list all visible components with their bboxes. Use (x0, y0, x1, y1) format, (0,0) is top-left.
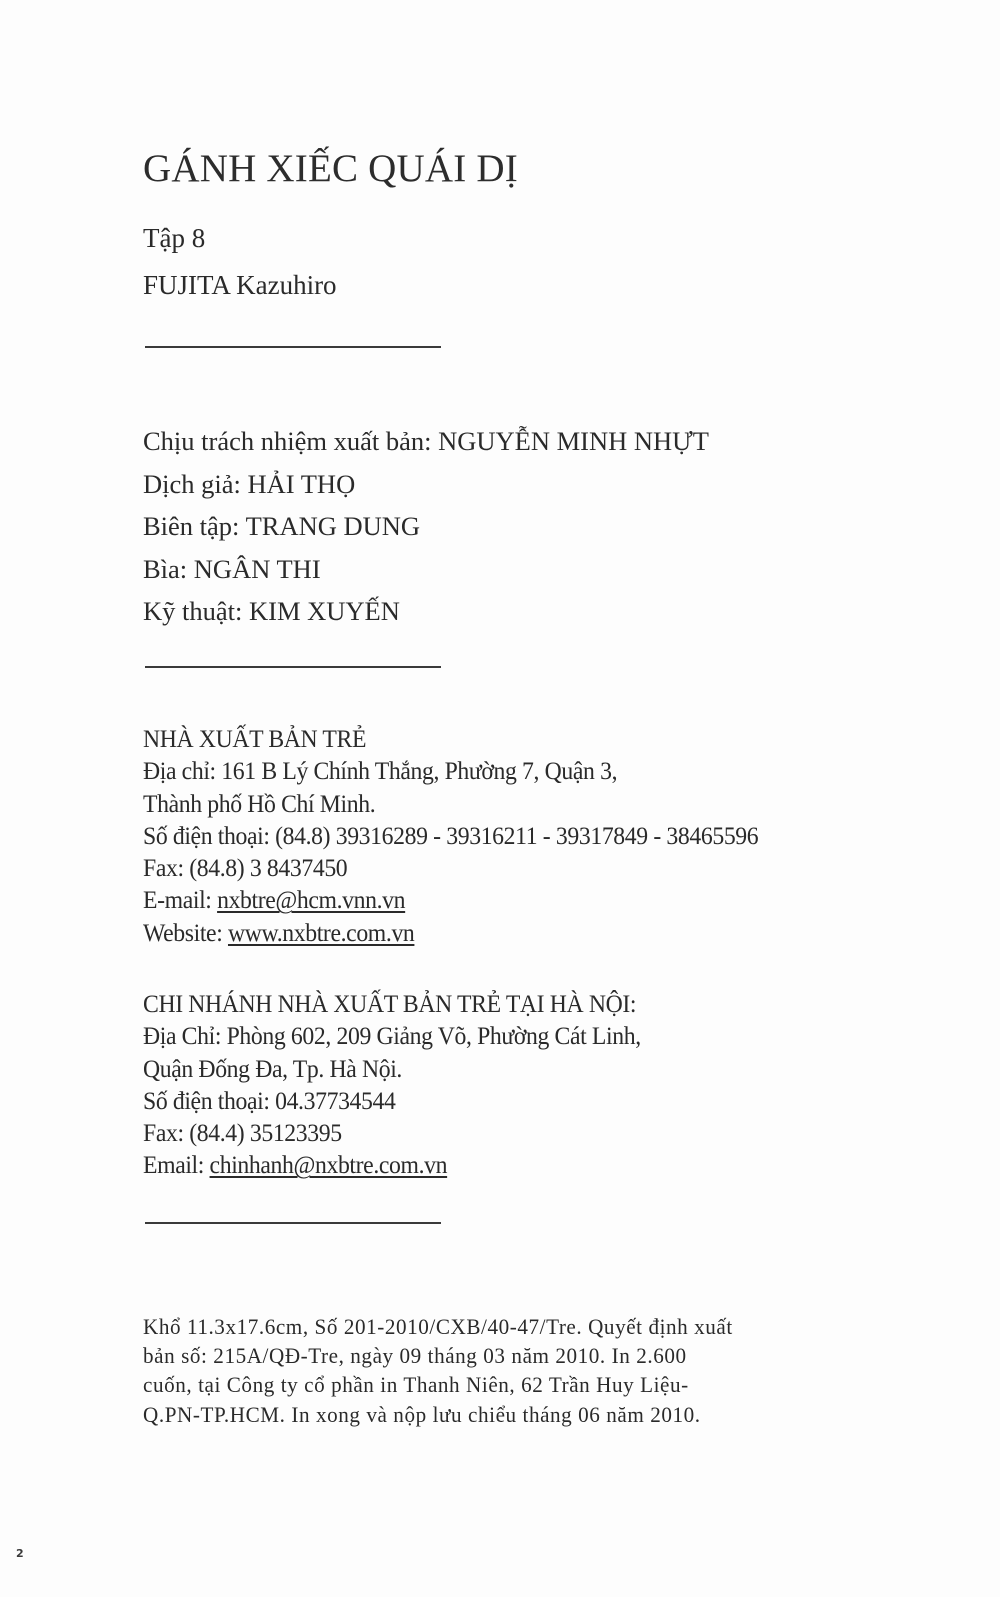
email-label: Email: (143, 1150, 210, 1180)
divider-3 (145, 1222, 441, 1224)
publisher-hanoi-address-1: Địa Chỉ: Phòng 602, 209 Giảng Võ, Phường Cát Linh, (143, 1021, 641, 1051)
publisher-hcm-name: NHÀ XUẤT BẢN TRẺ (143, 724, 367, 753)
publisher-hcm-block (143, 723, 758, 949)
publisher-hcm-phone: Số điện thoại: (84.8) 39316289 - 39316211 - 39317849 - 38465596 (143, 820, 759, 850)
credit-value: HẢI THỌ (247, 468, 356, 499)
imprint-block (143, 1312, 733, 1429)
publisher-hcm-website-row (143, 917, 758, 949)
publisher-hcm-website-link[interactable]: www.nxbtre.com.vn (227, 917, 415, 947)
publisher-hanoi-email-row (143, 1149, 641, 1181)
publisher-hcm-address-2: Thành phố Hồ Chí Minh. (143, 788, 376, 818)
publisher-hanoi-name: CHI NHÁNH NHÀ XUẤT BẢN TRẺ TẠI HÀ NỘI: (143, 989, 637, 1018)
credits-list (143, 420, 709, 633)
credit-value: TRANG DUNG (245, 511, 421, 541)
credit-label: Dịch giả: (143, 468, 241, 499)
credit-editor (143, 505, 709, 548)
divider-2 (145, 666, 441, 668)
book-title: GÁNH XIẾC QUÁI DỊ (143, 147, 518, 190)
credit-label: Biên tập: (143, 511, 240, 541)
credit-value: KIM XUYẾN (249, 596, 400, 626)
publisher-hanoi-block (143, 988, 641, 1182)
publisher-hanoi-phone: Số điện thoại: 04.37734544 (143, 1085, 396, 1115)
author-name: FUJITA Kazuhiro (143, 270, 337, 300)
imprint-line: bản số: 215A/QĐ-Tre, ngày 09 tháng 03 năm 2010. In 2.600 (143, 1343, 687, 1369)
publisher-hcm-email-link[interactable]: nxbtre@hcm.vnn.vn (217, 885, 406, 915)
publisher-hanoi-fax: Fax: (84.4) 35123395 (143, 1118, 342, 1148)
website-label: Website: (143, 917, 228, 947)
credit-label: Chịu trách nhiệm xuất bản: (143, 426, 432, 456)
credit-label: Bìa: (143, 553, 188, 584)
publisher-hanoi-address-2: Quận Đống Đa, Tp. Hà Nội. (143, 1053, 402, 1083)
publisher-hcm-fax: Fax: (84.8) 3 8437450 (143, 853, 348, 883)
imprint-line: Khổ 11.3x17.6cm, Số 201-2010/CXB/40-47/Tre. Quyết định xuất (143, 1314, 733, 1339)
divider-1 (145, 346, 441, 348)
page-number: 2 (16, 1547, 24, 1560)
publisher-hcm-address-1: Địa chỉ: 161 B Lý Chính Thắng, Phường 7, Quận 3, (143, 756, 618, 786)
credit-publisher-responsible (143, 420, 709, 463)
imprint-line: cuốn, tại Công ty cổ phần in Thanh Niên, 62 Trần Huy Liệu- (143, 1372, 689, 1398)
credit-cover (143, 548, 709, 591)
publisher-hcm-email-row (143, 884, 758, 916)
imprint-line: Q.PN-TP.HCM. In xong và nộp lưu chiểu tháng 06 năm 2010. (143, 1401, 701, 1427)
volume-number: Tập 8 (143, 223, 206, 253)
credit-technical (143, 590, 709, 633)
publisher-hanoi-email-link[interactable]: chinhanh@nxbtre.com.vn (209, 1150, 448, 1180)
credit-value: NGUYỄN MINH NHỰT (438, 426, 709, 456)
credit-translator (143, 463, 709, 506)
email-label: E-mail: (143, 885, 218, 915)
credit-label: Kỹ thuật: (143, 596, 243, 626)
credit-value: NGÂN THI (193, 553, 321, 584)
